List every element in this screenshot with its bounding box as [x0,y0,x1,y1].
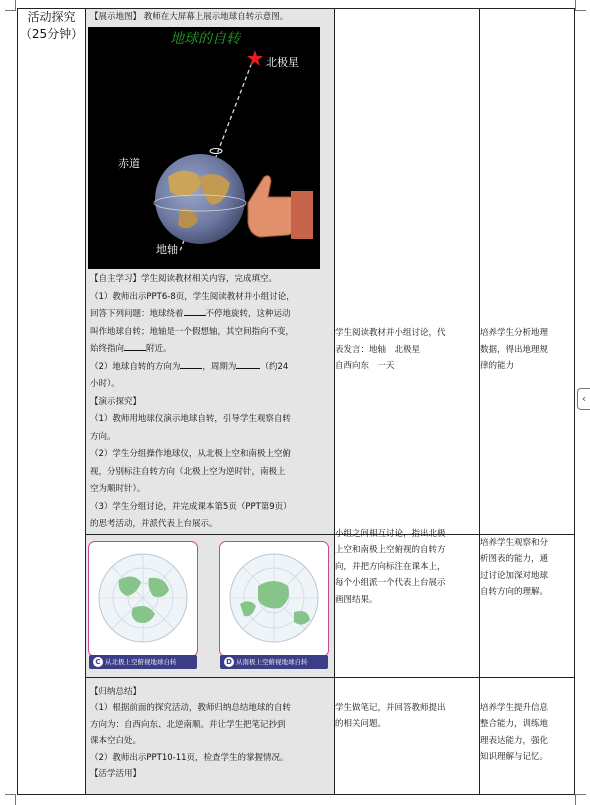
lesson-plan-table [17,8,575,795]
design-intent-cell-2 [480,534,575,677]
summary-block [86,678,334,783]
design-intent-line: 析图表的能力，通 [480,554,549,564]
crop-mark-bottom-right [575,794,586,805]
design-intent-line: 培养学生观察和分 [480,537,549,548]
fill-blank[interactable] [180,368,202,369]
polaris-label: 北极星 [266,56,299,69]
fill-blank[interactable] [184,315,206,316]
show-map-tag: 【展示地图】 [90,12,142,22]
north-pole-svg [89,542,197,656]
self-study-q1-text: 回答下列问题：地球绕着 [90,309,184,319]
student-activity-line: 向，并把方向标注在课本上， [335,561,446,572]
summary-line: （2）教师出示PPT10-11页，检查学生的掌握情况。 [90,752,289,763]
show-map-text: 教师在大屏幕上展示地球自转示意图。 [143,12,289,22]
caption-text: 从南极上空俯视地球自转 [236,657,308,666]
summary-tag: 【归纳总结】 [90,686,142,697]
table-row [18,9,575,535]
diagram-frame [219,541,329,657]
design-intent-line: 知识理解与记忆。 [480,752,549,762]
crop-mark-top-left [5,0,16,11]
south-pole-svg [220,542,328,656]
student-activity-line: 小组之间相互讨论，指出北极 [335,528,446,539]
student-activity-line: 表发言：地轴 北极星 [335,344,421,355]
self-study-q1-text: 不停地旋转，这种运动 [205,309,291,319]
demo-line: 空为顺时针）。 [90,484,146,494]
rotation-arrow [210,149,222,154]
axis-label: 地轴 [156,243,178,256]
summary-line: 方向为：自西向东、北逆南顺。并让学生把笔记抄到 [90,719,286,730]
diagram-row [86,535,334,677]
stage-cell [18,9,86,795]
self-study-q1-text: 附近。 [146,344,172,354]
table-row [18,677,575,794]
demo-line: 的思考活动，并派代表上台展示。 [90,519,218,529]
demo-line: （3）学生分组讨论，并完成课本第5页（PPT第9页） [90,501,292,512]
self-study-block [86,271,334,534]
demo-line: （2）学生分组操作地球仪，从北极上空和南极上空俯 [90,449,291,459]
self-study-q2-text: （约24 [260,361,289,372]
summary-cell [86,677,335,794]
student-activity-line: 的相关问题。 [335,719,387,729]
table-row [18,534,575,677]
diagram-caption [89,655,197,669]
student-activity-cell-2 [335,528,480,677]
student-activity-cell-3 [335,677,480,794]
diagram-frame [88,541,198,657]
figure-title: 地球的自转 [170,31,240,47]
self-study-q1-line2 [90,306,330,324]
diagram-cell [86,534,335,677]
design-intent-line: 自转方向的理解。 [480,587,549,597]
stage-duration: （25分钟） [19,27,84,41]
summary-line: （1）根据前面的探究活动，教师归纳总结地球的自转 [90,703,291,713]
earth-rotation-figure [88,27,320,269]
show-map-line [86,9,334,25]
north-pole-diagram [88,541,198,669]
design-intent-line: 律的能力 [480,361,515,371]
caption-text: 从北极上空俯视地球自转 [105,657,177,666]
self-study-q2-line1 [90,359,330,377]
self-study-heading [90,271,330,289]
student-activity-line: 学生做笔记，并回答教师提出 [335,702,446,713]
student-activity-line: 学生阅读教材并小组讨论，代 [335,328,446,338]
south-pole-diagram [219,541,329,669]
thumb-icon [248,176,313,239]
crop-mark-top-right [575,0,586,11]
self-study-q1-line1: （1）教师出示PPT6-8页，学生阅读教材并小组讨论， [90,291,295,302]
design-intent-line: 整合能力，训练地 [480,719,549,729]
self-study-q1-line3: 叫作地球自转；地轴是一个假想轴，其空间指向不变， [90,326,295,337]
self-study-intro: 学生阅读教材相关内容，完成填空。 [141,274,278,284]
design-intent-line: 理表达能力，强化 [480,735,549,746]
self-study-q1-line4 [90,341,330,359]
earth-globe [155,154,245,244]
self-study-q1-text: 始终指向 [90,344,125,354]
summary-line: 课本空白处。 [90,736,142,746]
stage-name: 活动探究 [27,10,76,24]
student-activity-line: 画图结果。 [335,594,378,605]
design-intent-line: 过讨论加深对地球 [480,570,549,581]
earth-rotation-svg [88,27,320,269]
design-intent-line: 数据，得出地理规 [480,344,549,355]
demo-line: 视，分别标注自转方向（北极上空为逆时针，南极上 [90,466,286,477]
demo-tag: 【演示探究】 [90,396,142,407]
design-intent-line: 培养学生分析地理 [480,328,549,338]
caption-badge: C [93,657,103,667]
self-study-tag: 【自主学习】 [90,274,142,284]
side-panel-toggle[interactable]: ‹ [577,388,590,410]
fill-blank[interactable] [124,350,146,351]
student-activity-cell-1 [335,9,480,535]
self-study-q2-line2: 小时）。 [90,379,120,389]
student-activity-line: 每个小组派一个代表上台展示 [335,578,446,588]
equator-label: 赤道 [118,157,140,170]
self-study-q2-text: （2）地球自转的方向为 [90,361,181,372]
polaris-star-icon [247,50,263,66]
design-intent-cell-3 [480,677,575,794]
demo-line: （1）教师用地球仪演示地球自转，引导学生观察自转 [90,414,291,424]
demo-line: 方向。 [90,431,116,442]
design-intent-line: 培养学生提升信息 [480,702,549,713]
design-intent-cell-1 [480,9,575,535]
diagram-caption [220,655,328,669]
student-activity-line: 上空和南极上空俯视的自转方 [335,545,446,555]
student-activity-line: 自西向东 一天 [335,361,395,371]
fill-blank[interactable] [236,368,260,369]
caption-badge: D [224,657,234,667]
crop-mark-bottom-left [5,794,16,805]
self-study-q2-text: ，周期为 [202,361,237,372]
activity-cell-top [86,9,335,535]
practice-tag: 【活学活用】 [90,769,142,779]
